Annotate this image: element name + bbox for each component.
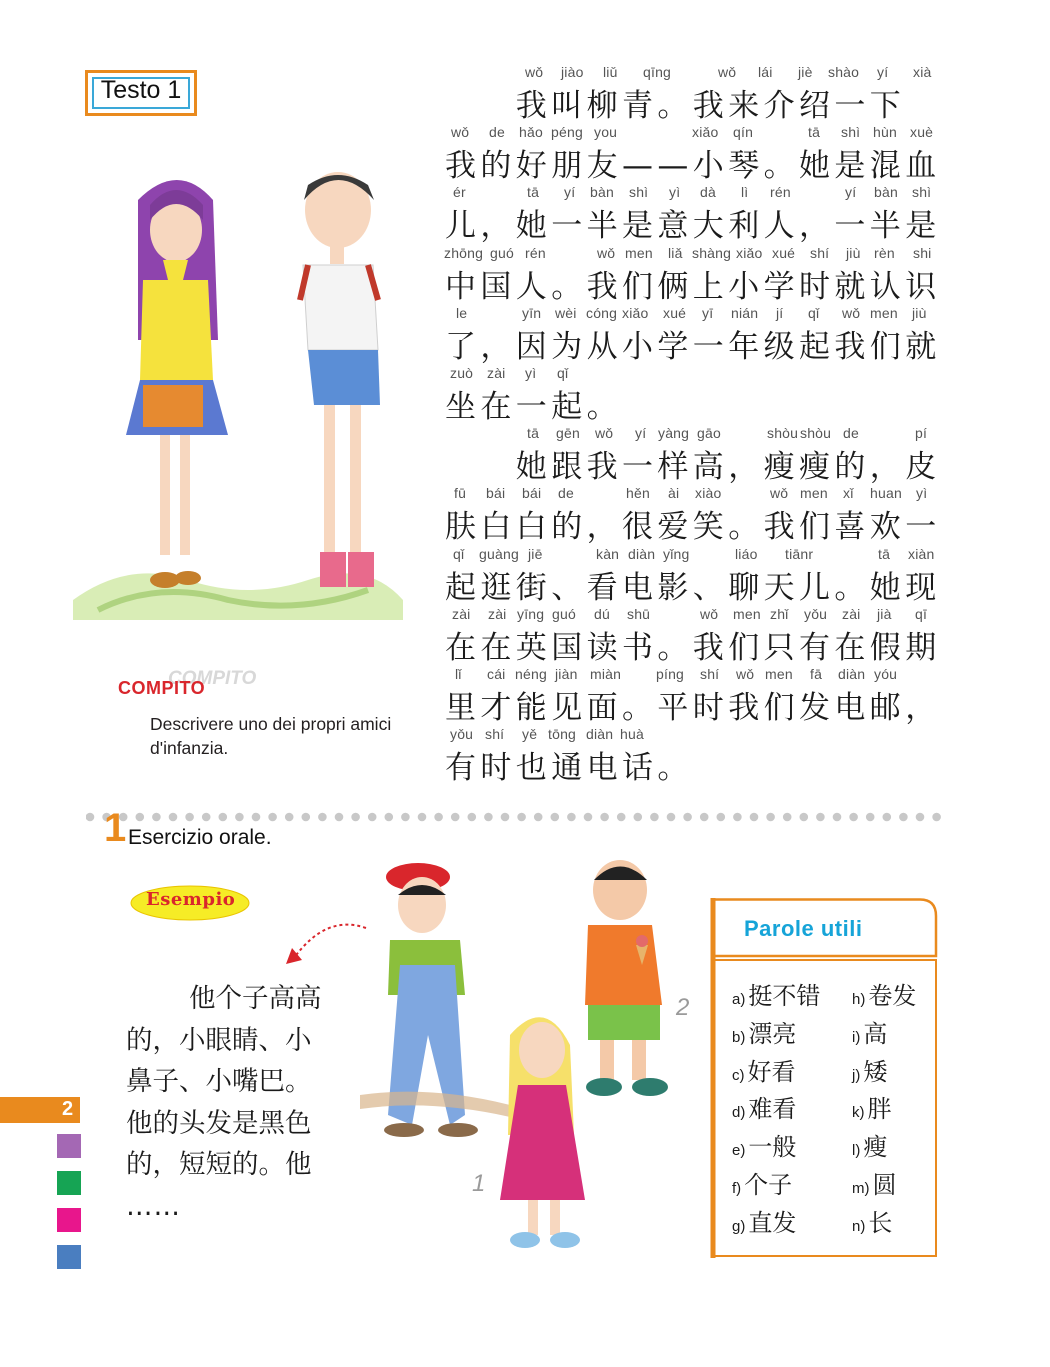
pinyin-syllable: jí <box>776 304 784 321</box>
pinyin-syllable: xiào <box>695 485 722 502</box>
pinyin-syllable: tā <box>878 545 891 562</box>
useful-word-text: 一般 <box>748 1133 797 1162</box>
pinyin-syllable: shòu <box>767 425 799 442</box>
pinyin-syllable: tiānr <box>785 545 814 562</box>
pinyin-syllable: jiē <box>528 545 543 562</box>
pinyin-syllable: liáo <box>735 545 758 562</box>
pinyin-syllable: lái <box>758 64 773 80</box>
pinyin-syllable: zài <box>487 364 506 381</box>
divider-dot <box>169 813 178 822</box>
children-illustration <box>68 160 408 630</box>
pinyin-syllable: yí <box>635 425 647 442</box>
pinyin-syllable: huan <box>870 485 902 502</box>
pinyin-syllable: yǒu <box>804 605 828 622</box>
hanzi-line: 我叫柳青。我来介绍一下 <box>445 88 906 124</box>
pinyin-syllable: hǎo <box>519 124 543 141</box>
pinyin-syllable: pí <box>915 425 928 442</box>
hanzi-line: 起逛街、看电影、聊天儿。她现 <box>445 569 941 606</box>
divider-dot <box>916 813 925 822</box>
reading-line <box>445 666 945 726</box>
pinyin-syllable: shào <box>828 64 860 80</box>
divider-dot <box>567 813 576 822</box>
useful-word-text: 漂亮 <box>748 1019 797 1048</box>
useful-words-title: Parole utili <box>744 916 863 941</box>
pinyin-syllable: men <box>765 665 793 682</box>
useful-word-text: 长 <box>868 1208 893 1237</box>
useful-word-letter: c) <box>732 1066 745 1084</box>
pinyin-syllable: xǐ <box>843 485 854 502</box>
exercise-number: 1 <box>104 806 127 850</box>
section-tab-purple <box>57 1134 81 1158</box>
pinyin-syllable: bái <box>486 485 506 502</box>
pinyin-syllable: liǎ <box>668 244 683 261</box>
hanzi-line: 了，因为从小学一年级起我们就 <box>445 328 941 365</box>
useful-word-text: 挺不错 <box>748 982 821 1010</box>
pinyin-syllable: ài <box>668 485 680 502</box>
pinyin-syllable: shi <box>913 244 932 261</box>
example-text <box>126 978 356 1227</box>
pinyin-syllable: zuò <box>450 364 474 381</box>
divider-dot <box>335 813 344 822</box>
section-tab-blue <box>57 1245 81 1269</box>
pinyin-syllable: ér <box>453 184 466 201</box>
divider-dot <box>517 813 526 822</box>
pinyin-syllable: yī <box>702 304 714 321</box>
divider-dot <box>219 813 228 822</box>
pinyin-syllable: zài <box>488 605 507 622</box>
useful-word-letter: k) <box>852 1104 865 1122</box>
hanzi-line: 我的好朋友——小琴。她是混血 <box>445 148 941 185</box>
pinyin-syllable: men <box>625 244 653 261</box>
divider-dot <box>351 813 360 822</box>
pinyin-syllable: wǒ <box>718 64 737 80</box>
pinyin-syllable: jià <box>877 605 892 622</box>
text-label: Testo 1 <box>100 76 182 104</box>
pinyin-syllable: wǒ <box>597 244 616 261</box>
section-tab-pink <box>57 1208 81 1232</box>
pinyin-syllable: qīng <box>643 64 672 80</box>
hanzi-line: 在在英国读书。我们只有在假期 <box>445 629 941 666</box>
girl-figure <box>126 180 228 588</box>
useful-word <box>732 976 820 1011</box>
pinyin-syllable: le <box>456 304 468 321</box>
hanzi-line: 有时也通电话。 <box>445 750 693 787</box>
useful-word-text: 难看 <box>748 1095 797 1124</box>
exercise-title: Esercizio orale. <box>128 826 272 849</box>
pinyin-syllable: xià <box>913 64 932 80</box>
pinyin-syllable: wǒ <box>770 485 789 502</box>
useful-word <box>732 1203 796 1238</box>
useful-word-letter: b) <box>732 1028 746 1046</box>
pinyin-syllable: xiǎo <box>622 304 649 321</box>
divider-dot <box>86 813 94 822</box>
divider-dot <box>385 813 394 822</box>
useful-word-letter: l) <box>852 1142 861 1160</box>
pinyin-syllable: yīn <box>522 304 542 321</box>
boy-figure <box>300 172 380 587</box>
pinyin-syllable: shí <box>810 244 830 261</box>
pinyin-syllable: huà <box>620 726 644 743</box>
divider-dot <box>733 813 742 822</box>
useful-word <box>852 1089 892 1124</box>
pinyin-syllable: guó <box>552 605 576 622</box>
divider-dot <box>152 813 161 822</box>
example-line: 他个子高高 <box>189 983 322 1014</box>
pinyin-syllable: gēn <box>556 425 580 442</box>
pinyin-syllable: tā <box>527 184 540 201</box>
pinyin-syllable: wǒ <box>700 605 719 622</box>
text-label-box <box>85 70 197 116</box>
pinyin-syllable: wǒ <box>595 425 614 442</box>
divider-dot <box>932 813 941 822</box>
pinyin-syllable: jiè <box>798 64 813 80</box>
useful-word-letter: n) <box>852 1217 866 1235</box>
reading-line <box>445 245 945 305</box>
pinyin-syllable: tā <box>527 425 540 442</box>
pinyin-syllable: xué <box>772 244 796 261</box>
pinyin-syllable: jiù <box>846 244 861 261</box>
pinyin-syllable: shí <box>700 665 720 682</box>
pinyin-syllable: men <box>870 304 898 321</box>
hanzi-line: 儿，她一半是意大利人，一半是 <box>445 208 941 245</box>
useful-word <box>852 1165 897 1200</box>
pinyin-syllable: hùn <box>873 124 897 141</box>
useful-word-text: 瘦 <box>863 1133 888 1162</box>
useful-word <box>852 1052 887 1087</box>
girl-pink-figure <box>500 1017 585 1248</box>
useful-word-letter: m) <box>852 1180 870 1197</box>
figure-label-2: 2 <box>676 994 690 1021</box>
divider-dot <box>318 813 327 822</box>
divider-dot <box>235 813 244 822</box>
divider-dot <box>883 813 892 822</box>
pinyin-syllable: de <box>558 485 574 502</box>
pinyin-syllable: yǐng <box>663 545 690 562</box>
hanzi-line: 坐在一起。 <box>445 388 622 425</box>
useful-word-letter: a) <box>732 991 746 1008</box>
pinyin-syllable: tā <box>808 124 821 141</box>
divider-dot <box>451 813 460 822</box>
reading-line <box>445 184 945 244</box>
pinyin-syllable: kàn <box>596 545 620 562</box>
pinyin-syllable: wǒ <box>736 665 755 682</box>
divider-dot <box>584 813 593 822</box>
pinyin-syllable: wǒ <box>451 124 470 141</box>
hanzi-line: 她跟我一样高，瘦瘦的，皮 <box>445 449 941 486</box>
pinyin-syllable: rén <box>525 244 546 261</box>
useful-word <box>852 976 916 1011</box>
divider-dot <box>418 813 427 822</box>
pinyin-syllable: fā <box>810 665 823 682</box>
divider-dot <box>551 813 560 822</box>
pinyin-syllable: guàng <box>479 545 519 562</box>
pinyin-syllable: qǐ <box>453 545 465 562</box>
useful-word-text: 卷发 <box>868 982 917 1010</box>
divider-dot <box>683 813 692 822</box>
divider-dot <box>899 813 908 822</box>
reading-line <box>445 606 945 666</box>
pinyin-syllable: yóu <box>874 665 898 682</box>
divider-dot <box>783 813 792 822</box>
divider-dot <box>717 813 726 822</box>
pinyin-syllable: lì <box>741 184 749 201</box>
pinyin-syllable: you <box>594 124 618 141</box>
pinyin-syllable: shì <box>912 184 932 201</box>
compito-description: Descrivere uno dei propri amici d'infanzia. <box>150 714 392 758</box>
pinyin-syllable: de <box>489 124 505 141</box>
boy-overalls-figure <box>360 863 510 1137</box>
useful-word-letter: i) <box>852 1028 861 1046</box>
useful-word-letter: f) <box>732 1180 742 1197</box>
useful-word <box>732 1165 792 1200</box>
reading-line <box>445 485 945 545</box>
pinyin-syllable: dú <box>594 605 610 622</box>
pinyin-syllable: yì <box>525 364 537 381</box>
divider-dot <box>468 813 477 822</box>
useful-word-text: 胖 <box>867 1095 892 1124</box>
pinyin-syllable: shàng <box>692 244 732 261</box>
pinyin-syllable: zhǐ <box>770 605 789 622</box>
divider-dot <box>849 813 858 822</box>
divider-dot <box>816 813 825 822</box>
divider-dot <box>750 813 759 822</box>
example-line: 的，短短的。他 <box>126 1149 312 1180</box>
useful-word <box>732 1014 796 1049</box>
useful-word-letter: h) <box>852 991 866 1008</box>
section-tab-green <box>57 1171 81 1195</box>
pinyin-syllable: qín <box>733 124 754 141</box>
pinyin-syllable: néng <box>515 665 547 682</box>
pinyin-syllable: wǒ <box>842 304 861 321</box>
divider-dot <box>285 813 294 822</box>
pinyin-syllable: men <box>733 605 761 622</box>
pinyin-syllable: lǐ <box>455 665 462 682</box>
pinyin-syllable: cóng <box>586 304 618 321</box>
pinyin-syllable: yīng <box>517 605 545 622</box>
useful-word-text: 直发 <box>748 1208 797 1237</box>
pinyin-syllable: qǐ <box>557 364 569 381</box>
pinyin-syllable: jiù <box>912 304 927 321</box>
pinyin-syllable: diàn <box>628 545 656 562</box>
pinyin-syllable: shì <box>841 124 861 141</box>
useful-word-text: 圆 <box>872 1171 897 1199</box>
useful-word-letter: j) <box>852 1066 861 1084</box>
pinyin-syllable: hěn <box>626 485 650 502</box>
pinyin-syllable: shí <box>485 726 505 743</box>
divider-dot <box>866 813 875 822</box>
pinyin-syllable: qī <box>915 605 928 622</box>
hanzi-line: 里才能见面。平时我们发电邮， <box>445 689 941 726</box>
pinyin-syllable: jiào <box>561 64 584 80</box>
useful-word <box>852 1014 887 1049</box>
example-line: 的，小眼睛、小 <box>126 1024 312 1056</box>
pinyin-syllable: yí <box>877 64 889 80</box>
boy-icecream-figure <box>585 860 668 1096</box>
divider-dot <box>800 813 809 822</box>
pinyin-syllable: yì <box>669 184 681 201</box>
divider-dot <box>434 813 443 822</box>
divider-dot <box>368 813 377 822</box>
pinyin-syllable: wǒ <box>525 64 544 80</box>
useful-word <box>732 1127 796 1162</box>
useful-word-text: 好看 <box>747 1057 796 1086</box>
divider-dot <box>136 813 145 822</box>
reading-line <box>445 305 945 365</box>
pinyin-syllable: zài <box>452 605 471 622</box>
pinyin-syllable: de <box>843 425 859 442</box>
divider-dot <box>202 813 211 822</box>
useful-word-letter: g) <box>732 1217 746 1235</box>
pinyin-syllable: diàn <box>838 665 866 682</box>
pinyin-syllable: zhōng <box>444 244 484 261</box>
pinyin-syllable: rén <box>770 184 791 201</box>
pinyin-syllable: shū <box>627 605 651 622</box>
divider-dot <box>650 813 659 822</box>
pinyin-syllable: dà <box>700 184 716 201</box>
pinyin-syllable: yě <box>522 726 538 743</box>
example-line: …… <box>126 1190 181 1222</box>
reading-text <box>445 64 945 786</box>
useful-word-letter: d) <box>732 1104 746 1122</box>
pinyin-syllable: yǒu <box>450 726 474 743</box>
pinyin-syllable: cái <box>487 665 506 682</box>
figure-label-1: 1 <box>472 1170 486 1197</box>
pinyin-syllable: yí <box>845 184 857 201</box>
pinyin-syllable: péng <box>551 124 583 141</box>
pinyin-syllable: yí <box>564 184 576 201</box>
pinyin-syllable: fū <box>454 485 467 502</box>
reading-line <box>445 726 945 786</box>
hanzi-line: 肤白白的，很爱笑。我们喜欢一 <box>445 509 941 546</box>
hanzi-line: 中国人。我们俩上小学时就认识 <box>445 268 941 305</box>
pinyin-syllable: miàn <box>590 665 622 682</box>
pinyin-syllable: shì <box>629 184 649 201</box>
pinyin-syllable: xué <box>663 304 687 321</box>
pinyin-syllable: nián <box>731 304 759 321</box>
dotted-divider <box>86 811 946 823</box>
page-number: 2 <box>62 1098 74 1120</box>
divider-dot <box>617 813 626 822</box>
pinyin-syllable: gāo <box>697 425 721 442</box>
reading-line <box>445 64 945 124</box>
pinyin-syllable: yì <box>916 485 928 502</box>
compito-title: COMPITO <box>118 678 206 698</box>
divider-dot <box>766 813 775 822</box>
divider-dot <box>833 813 842 822</box>
pinyin-syllable: xuè <box>910 124 934 141</box>
useful-word <box>732 1089 796 1124</box>
pinyin-syllable: bàn <box>590 184 614 201</box>
useful-word <box>852 1127 887 1162</box>
pinyin-syllable: píng <box>656 665 685 682</box>
useful-word <box>852 1203 892 1238</box>
divider-dot <box>667 813 676 822</box>
pinyin-syllable: diàn <box>586 726 614 743</box>
pinyin-syllable: rèn <box>874 244 895 261</box>
divider-dot <box>534 813 543 822</box>
pinyin-syllable: wèi <box>555 304 577 321</box>
useful-word-text: 个子 <box>744 1171 793 1199</box>
pinyin-syllable: qǐ <box>808 304 820 321</box>
pinyin-syllable: bái <box>522 485 542 502</box>
divider-dot <box>600 813 609 822</box>
pinyin-syllable: xiǎo <box>736 244 763 261</box>
example-line: 他的头发是黑色 <box>126 1107 312 1139</box>
pinyin-syllable: jiàn <box>555 665 578 682</box>
reading-line <box>445 124 945 184</box>
pinyin-syllable: bàn <box>874 184 898 201</box>
pinyin-syllable: shòu <box>800 425 832 442</box>
pinyin-syllable: liǔ <box>603 64 618 80</box>
divider-dot <box>252 813 261 822</box>
example-label: Esempio <box>146 889 236 910</box>
pinyin-syllable: men <box>800 485 828 502</box>
divider-dot <box>634 813 643 822</box>
exercise-illustration <box>360 855 700 1260</box>
pinyin-syllable: xiàn <box>908 545 935 562</box>
pinyin-syllable: yàng <box>658 425 690 442</box>
divider-dot <box>501 813 510 822</box>
useful-word-letter: e) <box>732 1142 746 1160</box>
useful-word <box>732 1052 796 1087</box>
divider-dot <box>484 813 493 822</box>
useful-word-text: 高 <box>863 1019 888 1048</box>
divider-dot <box>302 813 311 822</box>
pinyin-syllable: tōng <box>548 726 577 743</box>
useful-word-text: 矮 <box>863 1057 888 1086</box>
compito-watermark: COMPITO <box>168 668 257 689</box>
reading-line <box>445 425 945 485</box>
example-line: 鼻子、小嘴巴。 <box>126 1066 312 1097</box>
divider-dot <box>700 813 709 822</box>
divider-dot <box>401 813 410 822</box>
reading-line <box>445 365 945 425</box>
pinyin-syllable: guó <box>490 244 514 261</box>
pinyin-syllable: zài <box>842 605 861 622</box>
divider-dot <box>185 813 194 822</box>
reading-line <box>445 546 945 606</box>
divider-dot <box>268 813 277 822</box>
pinyin-syllable: xiǎo <box>692 124 719 141</box>
